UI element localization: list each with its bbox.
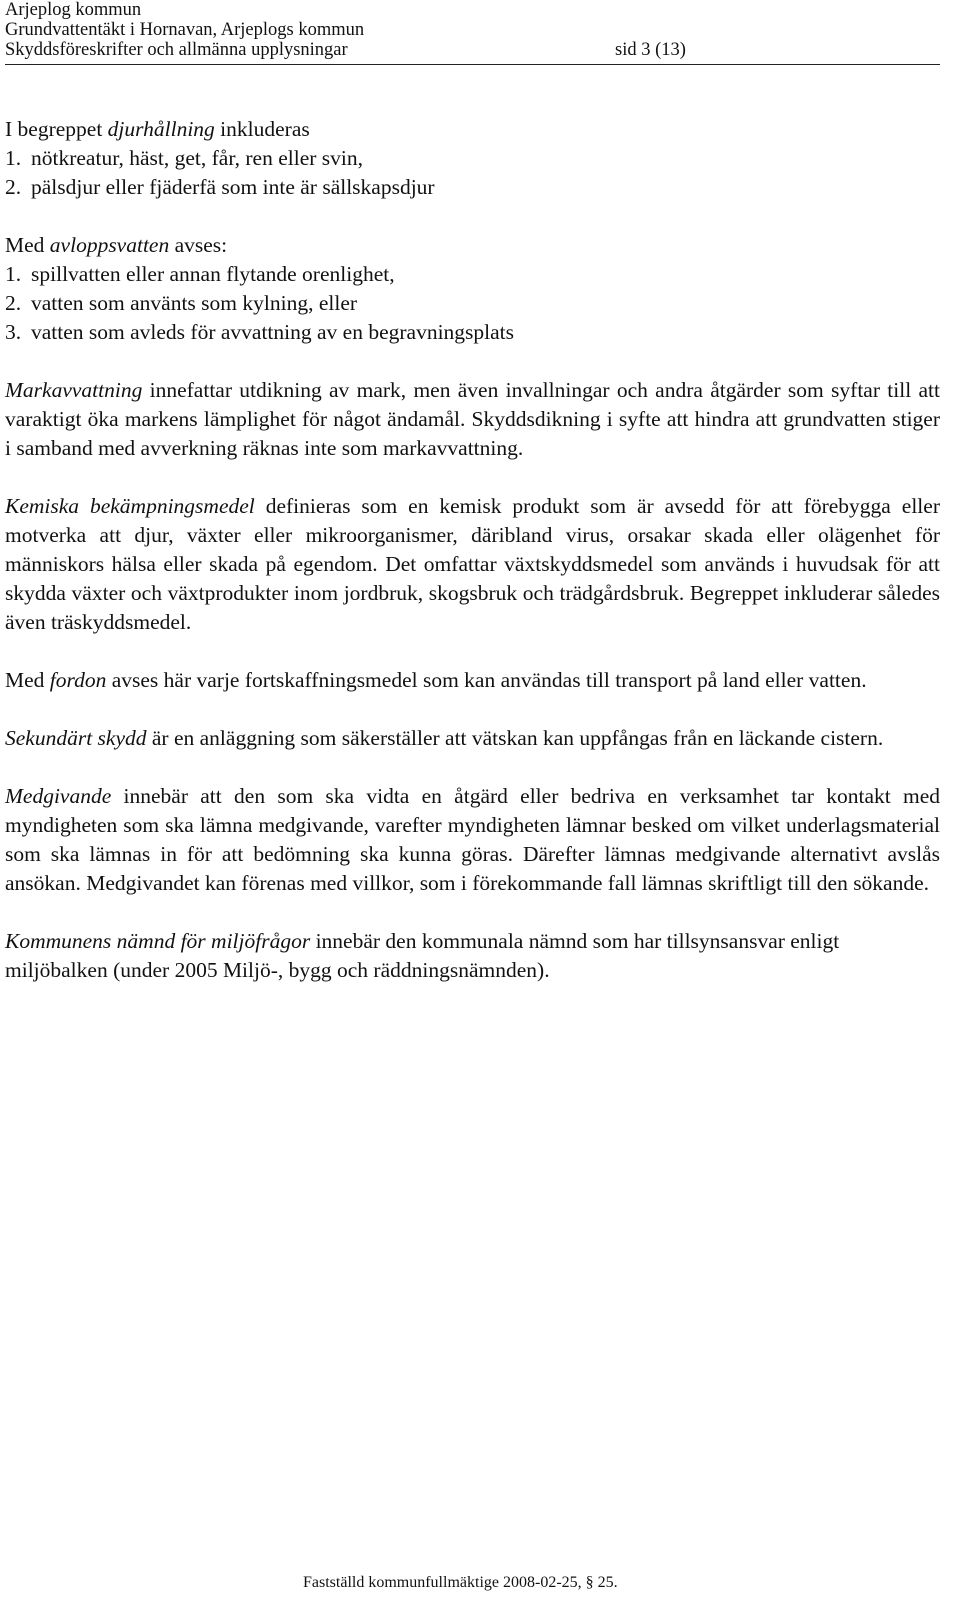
list-text: vatten som avleds för avvattning av en begravningsplats	[31, 320, 515, 344]
definition-term: avloppsvatten	[49, 233, 170, 257]
definition-term: Sekundärt skydd	[5, 726, 147, 750]
intro-text: I begreppet	[5, 117, 108, 141]
list-number: 2.	[5, 175, 22, 199]
paragraph-text: avses här varje fortskaffningsmedel som kan användas till transport på land eller vatten.	[106, 668, 867, 692]
list-number: 2.	[5, 291, 22, 315]
document-page	[5, 0, 940, 982]
definition-term: Medgivande	[5, 784, 112, 808]
page-header	[5, 0, 940, 60]
header-project: Grundvattentäkt i Hornavan, Arjeplogs kommun	[5, 20, 365, 40]
definition-term: fordon	[49, 668, 107, 692]
paragraph-text: innebär den kommunala nämnd som har tillsynsansvar enligt miljöbalken (under 2005 Miljö-, bygg och räddningsnämnden).	[5, 929, 840, 982]
list-text: spillvatten eller annan flytande orenlighet,	[31, 262, 395, 286]
paragraph-text: Med	[5, 668, 50, 692]
definition-term: Markavvattning	[5, 378, 143, 402]
list-item	[5, 289, 940, 318]
list-text: pälsdjur eller fjäderfä som inte är sällskapsdjur	[31, 175, 435, 199]
header-org: Arjeplog kommun	[5, 0, 142, 20]
paragraph-text: innefattar utdikning av mark, men även invallningar och andra åtgärder som syftar till att varaktigt öka markens lämplighet för något ändamål. Skyddsdikning i syfte att hindra att grundvatten stiger i samband med avverkning räknas inte som markavvattning.	[5, 378, 940, 460]
list-text: nötkreatur, häst, get, får, ren eller svin,	[31, 146, 364, 170]
intro-text: Med	[5, 233, 50, 257]
header-section: Skyddsföreskrifter och allmänna upplysningar	[5, 40, 348, 60]
definition-term: Kommunens nämnd för miljöfrågor	[5, 929, 311, 953]
header-divider	[5, 64, 940, 65]
page-number: sid 3 (13)	[615, 40, 686, 60]
list-item	[5, 173, 940, 202]
markavvattning-paragraph	[5, 376, 940, 463]
sekundart-skydd-paragraph	[5, 724, 940, 753]
namnd-paragraph	[5, 927, 940, 985]
djurhallning-intro	[5, 115, 940, 144]
intro-text: inkluderas	[214, 117, 310, 141]
intro-text: avses:	[169, 233, 228, 257]
paragraph-text: definieras som en kemisk produkt som är avsedd för att förebygga eller motverka att djur, växter eller mikroorganismer, däribland virus, orsakar skada eller olägenhet för människors hälsa eller skada på egendom. Det omfattar växtskyddsmedel som används i huvudsak för att skydda växter och växtprodukter inom jordbruk, skogsbruk och trädgårdsbruk. Begreppet inkluderar således även träskyddsmedel.	[5, 494, 940, 634]
list-text: vatten som använts som kylning, eller	[31, 291, 358, 315]
paragraph-text: innebär att den som ska vidta en åtgärd eller bedriva en verksamhet tar kontakt med myndigheten som ska lämna medgivande, varefter myndigheten lämnar besked om vilket underlagsmaterial som ska lämnas in för att bedömning ska kunna göras. Därefter lämnas medgivande alternativt avslås ansökan. Medgivandet kan förenas med villkor, som i förekommande fall lämnas skriftligt till den sökande.	[5, 784, 940, 895]
avloppsvatten-list	[5, 260, 940, 347]
avloppsvatten-intro	[5, 231, 940, 260]
page-body	[5, 115, 940, 985]
bekampningsmedel-paragraph	[5, 492, 940, 637]
list-number: 3.	[5, 320, 22, 344]
list-item	[5, 144, 940, 173]
fordon-paragraph	[5, 666, 940, 695]
list-number: 1.	[5, 262, 22, 286]
djurhallning-list	[5, 144, 940, 202]
medgivande-paragraph	[5, 782, 940, 898]
header-section-line	[5, 40, 940, 60]
list-item	[5, 318, 940, 347]
list-number: 1.	[5, 146, 22, 170]
page-footer: Fastställd kommunfullmäktige 2008-02-25, § 25.	[303, 1574, 618, 1591]
definition-term: djurhållning	[107, 117, 215, 141]
definition-term: Kemiska bekämpningsmedel	[5, 494, 255, 518]
paragraph-text: är en anläggning som säkerställer att vätskan kan uppfångas från en läckande cistern.	[146, 726, 884, 750]
list-item	[5, 260, 940, 289]
